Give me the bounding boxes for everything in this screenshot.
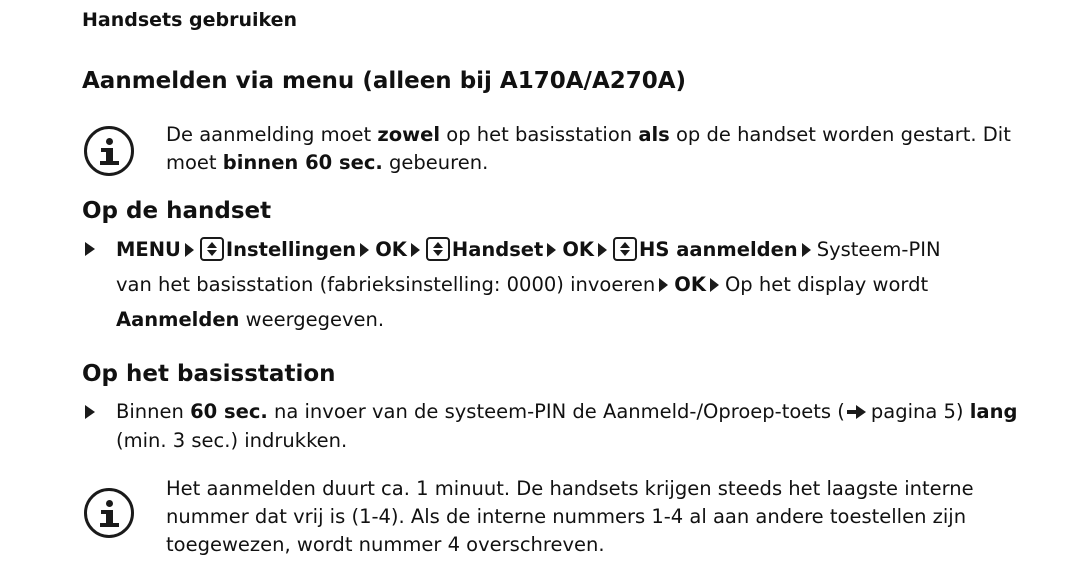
step-settings: Instellingen	[225, 238, 357, 261]
right-arrow-icon	[847, 405, 867, 419]
triangle-bullet-icon	[85, 405, 95, 419]
note1-text: op de handset worden gestart. Dit	[669, 123, 1011, 146]
triangle-step-icon	[360, 243, 369, 257]
step-emph: lang	[969, 400, 1018, 423]
step-text: na invoer van de systeem-PIN de Aanmeld-/Oproep-toets (	[267, 400, 845, 423]
ok-key-label: OK	[562, 238, 595, 261]
handset-steps	[116, 232, 1016, 337]
step-emph: 60 sec.	[190, 400, 268, 423]
note1-emph: zowel	[377, 123, 441, 146]
up-down-navigation-key-icon	[200, 237, 224, 261]
display-text-register: Aanmelden	[116, 308, 240, 331]
info-icon	[84, 488, 134, 538]
heading-handset: Op de handset	[82, 198, 272, 224]
triangle-step-icon	[710, 278, 719, 292]
info-icon	[84, 126, 134, 176]
ok-key-label: OK	[674, 273, 706, 296]
triangle-bullet-icon	[85, 242, 95, 256]
step-text: (min. 3 sec.) indrukken.	[116, 429, 348, 452]
page-title: Aanmelden via menu (alleen bij A170A/A270A)	[82, 68, 687, 94]
triangle-step-icon	[185, 243, 194, 257]
info-note-2	[166, 475, 974, 559]
up-down-navigation-key-icon	[426, 237, 450, 261]
heading-base: Op het basisstation	[82, 361, 336, 387]
triangle-step-icon	[411, 243, 420, 257]
step-handset: Handset	[451, 238, 544, 261]
triangle-step-icon	[659, 278, 668, 292]
ok-key-label: OK	[375, 238, 407, 261]
note1-text: op het basisstation	[440, 123, 639, 146]
menu-key-label: MENU	[116, 238, 181, 261]
note1-text: gebeuren.	[382, 151, 489, 174]
triangle-step-icon	[802, 243, 811, 257]
note1-emph: als	[638, 123, 670, 146]
triangle-step-icon	[547, 243, 556, 257]
info-note-1	[166, 121, 1011, 177]
step-text: van het basisstation (fabrieksinstelling: 0000) invoeren	[116, 273, 656, 296]
step-text: Op het display wordt	[724, 273, 929, 296]
step-text: weergegeven.	[239, 308, 385, 331]
up-down-navigation-key-icon	[613, 237, 637, 261]
note1-emph: binnen 60 sec.	[222, 151, 383, 174]
step-hs-register: HS aanmelden	[639, 238, 798, 261]
note2-line: nummer dat vrij is (1-4). Als de interne nummers 1-4 al aan andere toestellen zijn	[166, 505, 967, 528]
note2-line: Het aanmelden duurt ca. 1 minuut. De handsets krijgen steeds het laagste interne	[166, 477, 974, 500]
note1-text: De aanmelding moet	[166, 123, 378, 146]
note1-text: moet	[166, 151, 223, 174]
section-header: Handsets gebruiken	[82, 9, 298, 31]
step-text: Binnen	[116, 400, 191, 423]
triangle-step-icon	[598, 243, 607, 257]
step-pin: Systeem-PIN	[816, 238, 941, 261]
note2-line: toegewezen, wordt nummer 4 overschreven.	[166, 533, 605, 556]
base-steps	[116, 397, 1016, 455]
page-reference: pagina 5)	[870, 400, 970, 423]
